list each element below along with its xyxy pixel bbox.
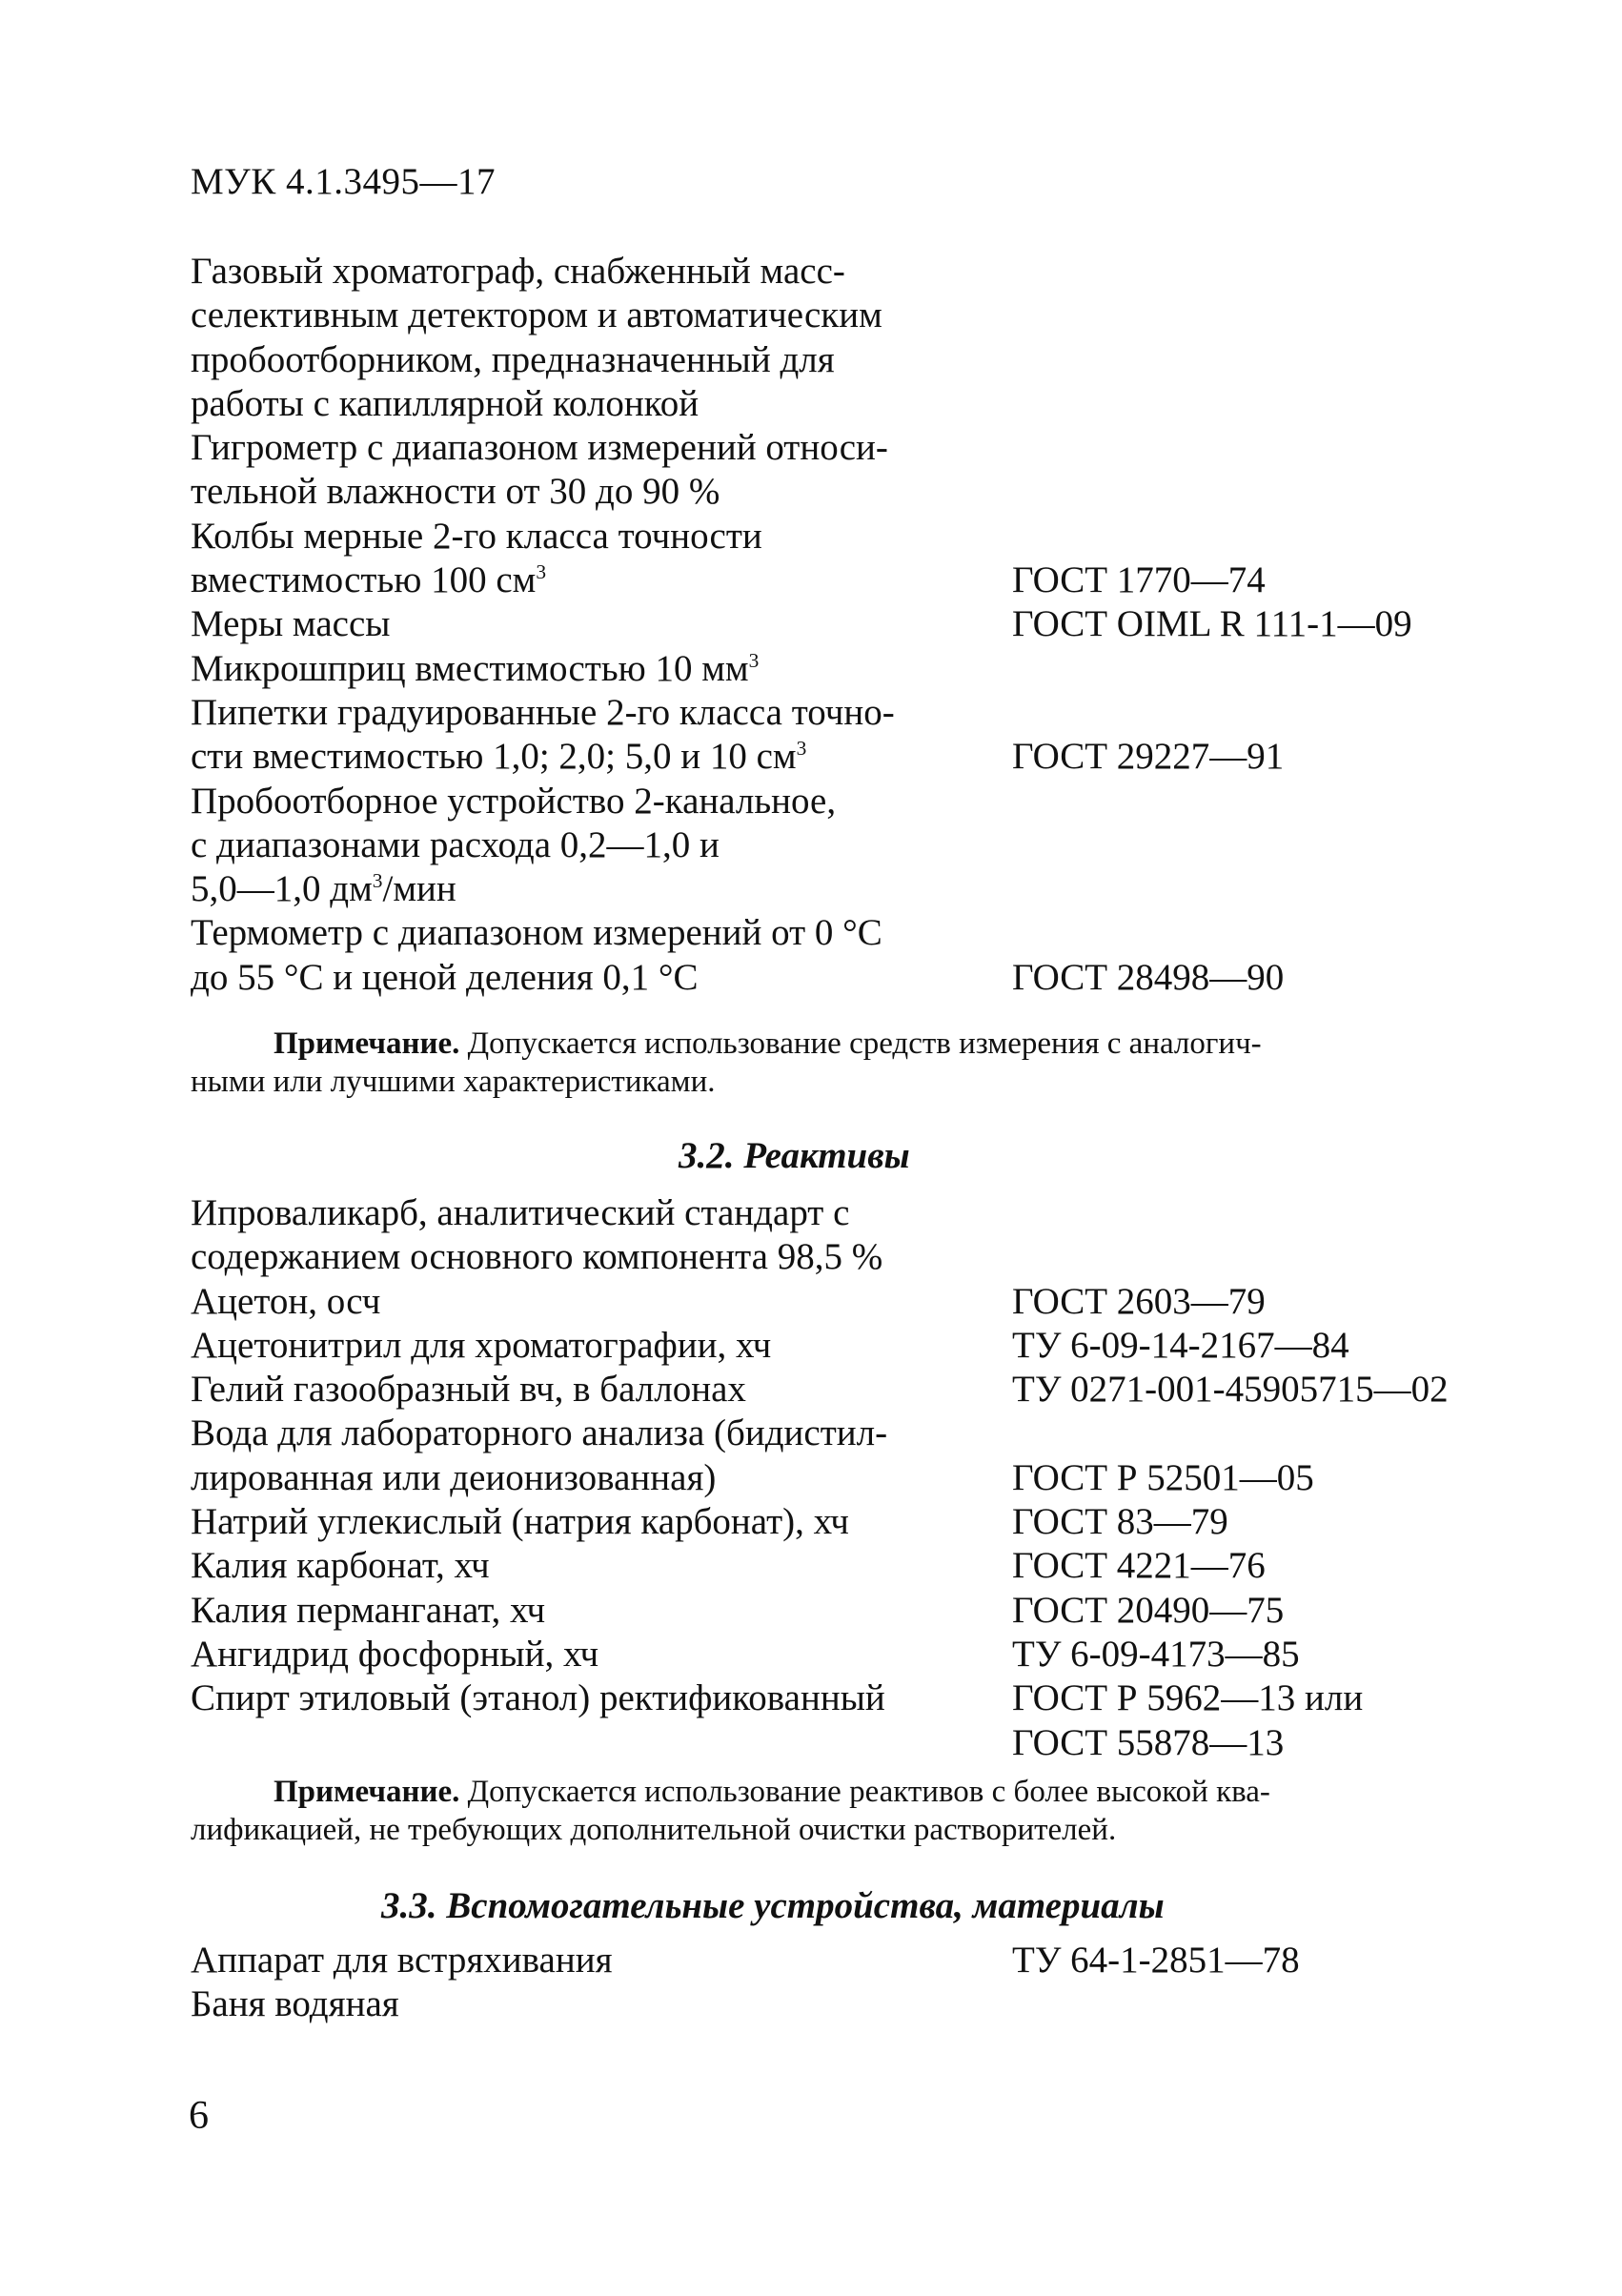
list-row — [191, 1939, 1525, 1982]
list-row — [191, 1982, 1525, 2026]
item-standard: ТУ 0271-001-45905715—02 — [1012, 1369, 1449, 1411]
note-text-line2: лификацией, не требующих дополнительной очистки растворителей. — [191, 1813, 1117, 1847]
list-row — [191, 1500, 1525, 1544]
list-row — [191, 1280, 1525, 1324]
superscript: 3 — [536, 560, 547, 584]
item-name: Пипетки градуированные 2-го класса точно- — [191, 691, 895, 733]
item-standard: ТУ 6-09-14-2167—84 — [1012, 1324, 1349, 1366]
superscript: 3 — [748, 648, 760, 672]
item-name: Натрий углекислый (натрия карбонат), хч — [191, 1501, 849, 1543]
list-row — [191, 691, 1525, 735]
list-row — [191, 956, 1525, 1000]
list-row — [191, 1456, 1525, 1500]
item-name: Калия карбонат, хч — [191, 1545, 490, 1587]
item-name: Ипроваликарб, аналитический стандарт с — [191, 1192, 850, 1233]
item-name: 5,0—1,0 $дм^3$/мин — [191, 868, 456, 910]
item-name: Ацетонитрил для хроматографии, хч — [191, 1324, 772, 1366]
aux-devices-list — [191, 1939, 1525, 2027]
list-row — [191, 382, 1525, 426]
reagents-heading: 3.2. Реактивы — [679, 1135, 910, 1176]
list-row — [191, 515, 1525, 559]
item-standard: ГОСТ 83—79 — [1012, 1501, 1228, 1543]
aux-devices-heading: 3.3. Вспомогательные устройства, материалы — [381, 1885, 1165, 1926]
item-name: Термометр с диапазоном измерений от 0 °С — [191, 912, 882, 954]
list-row — [191, 426, 1525, 470]
document-code-header: МУК 4.1.3495—17 — [191, 161, 497, 202]
list-row — [191, 1412, 1525, 1455]
list-row — [191, 780, 1525, 823]
item-name: Пробоотборное устройство 2-канальное, — [191, 780, 837, 822]
note-label: Примечание. — [274, 1026, 460, 1061]
item-name: Колбы мерные 2-го класса точности — [191, 515, 762, 557]
list-row — [191, 1544, 1525, 1588]
item-name: Гелий газообразный вч, в баллонах — [191, 1369, 746, 1411]
instruments-note — [191, 1025, 1429, 1101]
item-name: селективным детектором и автоматическим — [191, 295, 882, 336]
item-name: Вода для лабораторного анализа (бидистил- — [191, 1412, 888, 1454]
list-row — [191, 1324, 1525, 1368]
reagents-list — [191, 1191, 1525, 1765]
list-row — [191, 338, 1525, 382]
item-name: Ацетон, осч — [191, 1280, 381, 1322]
item-standard: ГОСТ Р 52501—05 — [1012, 1456, 1314, 1498]
note-text-line1: Допускается использование средств измерения с аналогич- — [459, 1026, 1262, 1061]
page-number: 6 — [189, 2094, 209, 2138]
item-name: сти вместимостью 1,0; 2,0; 5,0 и 10 $см^3$ — [191, 736, 807, 778]
item-name: Гигрометр с диапазоном измерений относи- — [191, 427, 888, 469]
list-row — [191, 1235, 1525, 1279]
item-name: Калия перманганат, хч — [191, 1589, 546, 1631]
item-standard: ГОСТ Р 5962—13 или — [1012, 1677, 1364, 1719]
note-label: Примечание. — [274, 1775, 460, 1809]
list-row — [191, 602, 1525, 646]
item-name: работы с капиллярной колонкой — [191, 382, 699, 424]
list-row — [191, 1191, 1525, 1235]
list-row — [191, 735, 1525, 779]
item-standard: ГОСТ 20490—75 — [1012, 1589, 1285, 1631]
item-name: Ангидрид фосфорный, хч — [191, 1633, 599, 1675]
item-name: с диапазонами расхода 0,2—1,0 и — [191, 823, 720, 865]
note-text-line2: ными или лучшими характеристиками. — [191, 1065, 716, 1099]
item-standard: ГОСТ 28498—90 — [1012, 956, 1285, 998]
list-row — [191, 647, 1525, 691]
list-row — [191, 823, 1525, 867]
superscript: 3 — [796, 737, 807, 761]
item-name: тельной влажности от 30 до 90 % — [191, 471, 720, 513]
list-row — [191, 911, 1525, 955]
item-name: Баня водяная — [191, 1983, 399, 2025]
list-row — [191, 294, 1525, 337]
item-name: вместимостью 100 $см^3$ — [191, 559, 547, 601]
item-standard: ГОСТ 29227—91 — [1012, 736, 1285, 778]
instruments-list — [191, 250, 1525, 1000]
item-name: Спирт этиловый (этанол) ректификованный — [191, 1677, 885, 1719]
list-row — [191, 867, 1525, 911]
reagents-note — [191, 1773, 1429, 1849]
list-row — [191, 1589, 1525, 1633]
item-standard: ГОСТ 1770—74 — [1012, 559, 1266, 601]
item-name: лированная или деионизованная) — [191, 1456, 717, 1498]
item-name: Меры массы — [191, 603, 391, 645]
list-row — [191, 1633, 1525, 1676]
item-name: до 55 °С и ценой деления 0,1 °С — [191, 956, 699, 998]
item-name: Газовый хроматограф, снабженный масс- — [191, 251, 845, 292]
list-row — [191, 559, 1525, 602]
item-standard: ГОСТ 4221—76 — [1012, 1545, 1266, 1587]
note-text-line1: Допускается использование реактивов с более высокой ква- — [459, 1775, 1270, 1809]
item-name: содержанием основного компонента 98,5 % — [191, 1236, 883, 1278]
list-row — [191, 1368, 1525, 1412]
list-row — [191, 470, 1525, 514]
item-standard: ГОСТ 2603—79 — [1012, 1280, 1266, 1322]
item-name: Микрошприц вместимостью 10 $мм^3$ — [191, 647, 760, 689]
list-row — [191, 1721, 1525, 1765]
item-standard: ТУ 64-1-2851—78 — [1012, 1940, 1300, 1981]
item-name: пробоотборником, предназначенный для — [191, 338, 835, 380]
list-row — [191, 1676, 1525, 1720]
item-standard: ГОСТ OIML R 111-1—09 — [1012, 603, 1412, 645]
item-name: Аппарат для встряхивания — [191, 1940, 613, 1981]
item-standard: ТУ 6-09-4173—85 — [1012, 1633, 1300, 1675]
item-standard: ГОСТ 55878—13 — [1012, 1721, 1285, 1763]
list-row — [191, 250, 1525, 294]
superscript: 3 — [372, 869, 383, 893]
